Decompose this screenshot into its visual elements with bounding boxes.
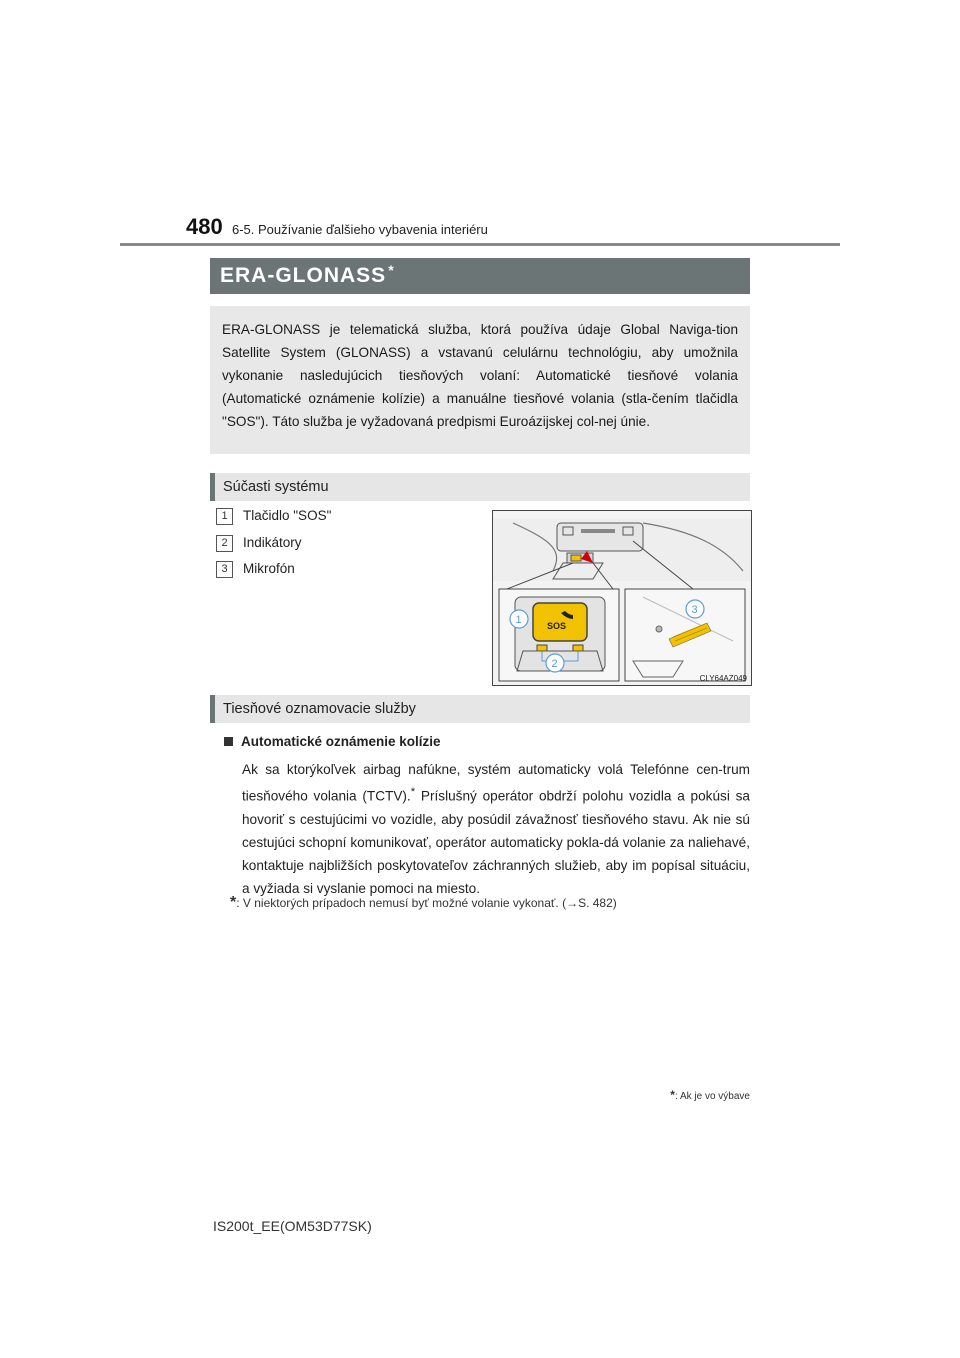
footnote <box>230 894 617 912</box>
components-heading-text: Súčasti systému <box>223 479 329 495</box>
components-heading <box>210 473 750 501</box>
component-label: Tlačidlo "SOS" <box>243 508 332 524</box>
component-number: 2 <box>216 535 233 552</box>
component-number: 3 <box>216 561 233 578</box>
component-label: Indikátory <box>243 535 302 551</box>
intro-box <box>210 306 750 454</box>
footnote-text: : V niektorých prípadoch nemusí byť možné volanie vykonať. (→S. 482) <box>236 896 617 910</box>
footnote-star: * <box>230 894 237 911</box>
figure-code: CLY64AZ049 <box>699 674 747 683</box>
footer-doc-code: IS200t_EE(OM53D77SK) <box>213 1218 372 1234</box>
overhead-console-illustration <box>493 511 751 685</box>
chapter-title: 6-5. Používanie ďalšieho vybavenia interiéru <box>232 222 488 237</box>
intro-text: ERA-GLONASS je telematická služba, ktorá používa údaje Global Naviga-tion Satellite System (GLONASS) a vstavanú celulárnu technológiu, aby umožnila vykonanie nasledujúcich tiesňových volaní: Automatické tiesňové volania (Automatické oznámenie kolízie) a manuálne tiesňové volania (stla-čením tlačidla "SOS"). Táto služba je vyžadovaná predpismi Euroázijskej col-nej únie. <box>222 322 738 429</box>
callout-1: 1 <box>515 614 522 626</box>
services-heading <box>210 695 750 723</box>
services-heading-text: Tiesňové oznamovacie služby <box>223 701 416 717</box>
availability-star: * <box>670 1088 675 1102</box>
page-number: 480 <box>186 214 223 239</box>
component-item <box>216 561 295 579</box>
availability-note <box>660 1088 750 1102</box>
footnote-marker: * <box>410 786 416 798</box>
section-title <box>220 264 395 288</box>
components-figure <box>492 510 752 686</box>
body-text-part: Ak sa ktorýkoľvek airbag nafúkne, systém automaticky volá Telefónne cen-trum tiesňového volania (TCTV). <box>242 762 750 804</box>
body-text-part: Príslušný operátor obdrží polohu vozidla a pokúsi sa hovoriť s cestujúcimi vo vozidle, aby posúdil závažnosť tiesňového stavu. Ak nie sú cestujúci schopní komunikovať, operátor automaticky pokla-dá volanie za naliehavé, kontaktuje najbližších poskytovateľov záchranných služieb, aby im popísal situáciu, a vyžiada si vyslanie pomoci na miesto. <box>242 788 750 896</box>
subsection-title <box>224 734 441 749</box>
header-rule <box>120 243 840 246</box>
section-title-text: ERA-GLONASS <box>220 264 387 287</box>
component-item <box>216 535 302 553</box>
component-number: 1 <box>216 508 233 525</box>
component-label: Mikrofón <box>243 561 295 577</box>
callout-3: 3 <box>691 604 698 616</box>
heading-accent <box>210 695 215 723</box>
availability-marker: * <box>388 262 395 278</box>
heading-accent <box>210 473 215 501</box>
body-paragraph <box>242 758 750 900</box>
callout-2: 2 <box>551 658 558 670</box>
bullet-square-icon <box>224 737 233 746</box>
component-item <box>216 508 331 526</box>
subsection-title-text: Automatické oznámenie kolízie <box>241 734 441 749</box>
availability-text: : Ak je vo výbave <box>674 1091 750 1102</box>
sos-button-label: SOS <box>547 621 567 631</box>
section-title-bar <box>210 258 750 294</box>
